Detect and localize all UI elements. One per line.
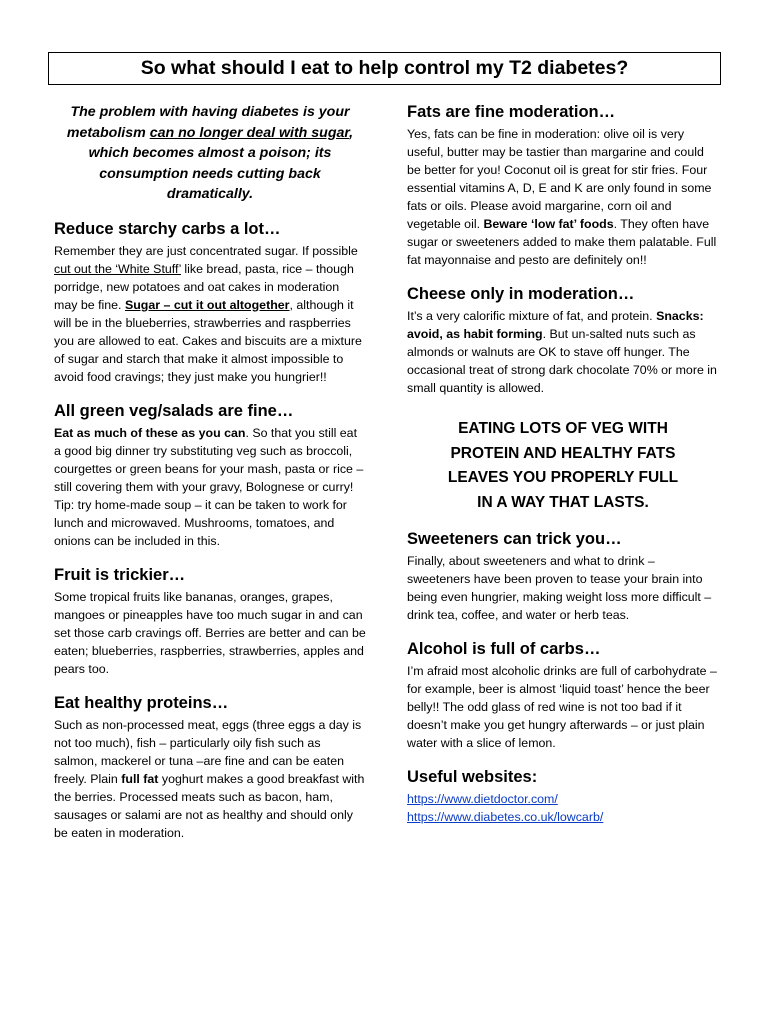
proteins-text: Such as non-processed meat, eggs (three eggs a day is not too much), fish – particularly oily fish such as salmon, mackerel or tuna –are fine and can be eaten freely. Plain full fat yoghurt makes a good breakfast with the berries. Processed meats such as bacon, ham, sausages or salami are not as healthy and should only be eaten in moderation. [54,717,365,840]
fats-heading: Fats are fine moderation… [407,103,616,121]
cheese-text: It’s a very calorific mixture of fat, and protein. Snacks: avoid, as habit forming. But un-salted nuts such as almonds or walnuts are OK to stave off hunger. The occasional treat of strong dark chocolate 70% or more in small quantity is allowed. [407,309,717,395]
websites-heading: Useful websites: [407,768,538,786]
starchy-text: Remember they are just concentrated sugar. If possible cut out the ‘White Stuff’ like bread, pasta, rice – though porridge, new potatoes and oat cakes in moderation may be fine. Sugar – cut it out altogether, although it will be in the blueberries, strawberries and raspberries you are allowed to eat. Cakes and biscuits are a mixture of sugar and starch that make it almost impossible to avoid food cravings; they just make you hungrier!! [54,243,362,384]
alcohol-text: I’m afraid most alcoholic drinks are full of carbohydrate – for example, beer is almost ‘liquid toast’ hence the beer belly!! The odd glass of red wine is not too bad if it doesn’t make you get hungry afterwards – or just plain water with a slice of lemon. [407,664,717,750]
fats-text: Yes, fats can be fine in moderation: olive oil is very useful, butter may be tastier than margarine and could be better for you! Coconut oil is great for stir fries. Four essential vitamins A, D, E and K are only found in some fats or oils. Please avoid margarine, corn oil and vegetable oil. Beware ‘low fat’ foods. They often have sugar or sweeteners added to make them palatable. Full fat mayonnaise and pesto are definitely on!! [407,127,717,267]
starchy-heading: Reduce starchy carbs a lot… [54,219,281,238]
sweeteners-text: Finally, about sweeteners and what to drink – sweeteners have been proven to tease your brain into being even hungrier, making weight loss more difficult – drink tea, coffee, and water or herb teas. [407,554,712,622]
alcohol-heading: Alcohol is full of carbs… [407,640,601,658]
intro-underlined: can no longer deal with sugar [149,124,350,141]
intro-statement: The problem with having diabetes is your metabolism can no longer deal with sugar, which becomes almost a poison; its consumption needs cutting back dramatically. [66,104,354,202]
fruit-text: Some tropical fruits like bananas, oranges, grapes, mangoes or pineapples have too much sugar in and can set those carb cravings off. Berries are better and can be eaten; blueberries, raspberries, strawberries, apples and pears too. [54,589,366,676]
veg-heading: All green veg/salads are fine… [54,401,294,420]
right-column [407,102,719,826]
callout-message: EATING LOTS OF VEG WITH PROTEIN AND HEALTHY FATS LEAVES YOU PROPERLY FULL IN A WAY THAT LASTS. [447,420,679,511]
proteins-heading: Eat healthy proteins… [54,693,229,712]
sweeteners-heading: Sweeteners can trick you… [407,530,622,548]
link-diabetes-co-uk[interactable]: https://www.diabetes.co.uk/lowcarb/ [407,810,604,824]
page-title: So what should I eat to help control my T2 diabetes? [48,52,721,85]
veg-text: Eat as much of these as you can. So that you still eat a good big dinner try substituting veg such as broccoli, courgettes or green beans for your mash, pasta or rice – still covering them with your gravy, Bolognese or curry! Tip: try home-made soup – it can be taken to work for lunch and microwaved. Mushrooms, tomatoes, and onions can be included in this. [54,425,364,548]
left-column [54,102,366,857]
fruit-heading: Fruit is trickier… [54,565,186,584]
cheese-heading: Cheese only in moderation… [407,285,635,303]
link-dietdoctor[interactable]: https://www.dietdoctor.com/ [407,792,558,806]
